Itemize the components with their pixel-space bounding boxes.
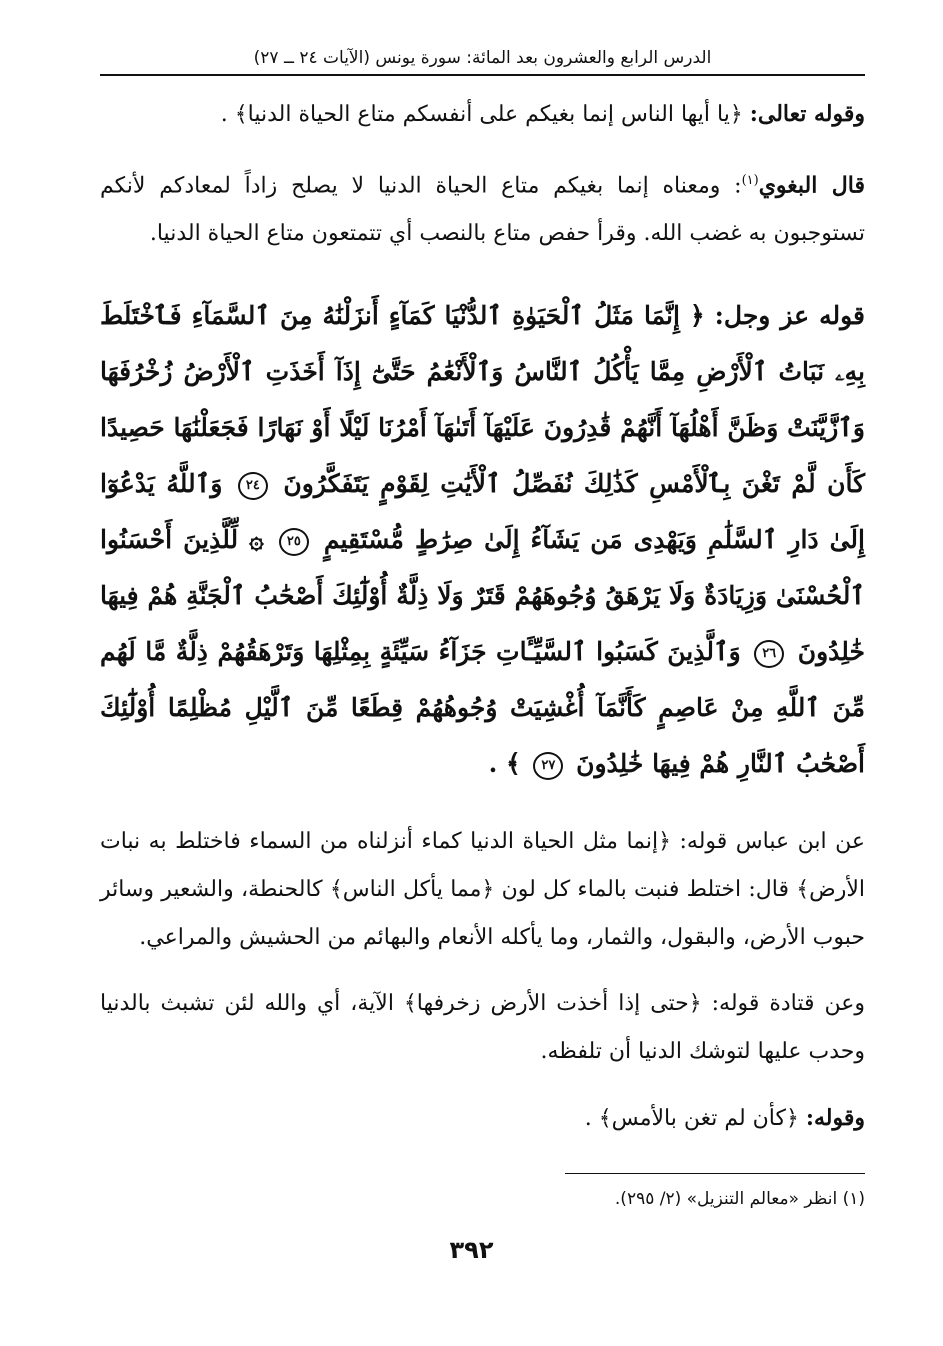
- paragraph-4: وعن قتادة قوله: ﴿حتى إذا أخذت الأرض زخرفها﴾ الآية، أي والله لئن تشبث بالدنيا وحدب عليها لتوشك الدنيا أن تلفظه.: [100, 991, 865, 1065]
- quran-verse-26: ۞ لِّلَّذِينَ أَحْسَنُوا ٱلْحُسْنَىٰ وَزِيَادَةٌ وَلَا يَرْهَقُ وُجُوهَهُمْ قَتَرٌ وَلَا ذِلَّةٌ أُوْلَٰٓئِكَ أَصْحَٰبُ ٱلْجَنَّةِ هُمْ فِيهَا خَٰلِدُونَ: [100, 525, 865, 667]
- paragraph-5-lead: وقوله:: [805, 1105, 865, 1132]
- footnote-divider: [565, 1173, 865, 1174]
- paragraph-3: عن ابن عباس قوله: ﴿إنما مثل الحياة الدنيا كماء أنزلناه من السماء فاختلط به نبات الأرض﴾ قال: اختلط فنبت بالماء كل لون ﴿مما يأكل الناس﴾ كالحنطة، والشعير وسائر حبوب الأرض، والبقول، والثمار، وما يأكله الأنعام والبهائم من الحشيش والمراعي.: [100, 829, 865, 951]
- paragraph-2-lead: قال البغوي: [758, 172, 865, 199]
- footnote: (١) انظر «معالم التنزيل» (٢/ ٢٩٥).: [614, 1189, 865, 1210]
- quran-passage: [100, 288, 865, 792]
- page-body: [100, 48, 865, 1214]
- paragraph-5-text: ﴿كأن لم تغن بالأمس﴾ .: [584, 1106, 806, 1132]
- paragraph-1: [100, 90, 865, 139]
- footnote-reference: (١): [741, 173, 759, 188]
- paragraph-2: [100, 157, 865, 258]
- ayah-number-26: ٢٦: [754, 640, 784, 668]
- paragraph-2-text: : ومعناه إنما بغيكم متاع الحياة الدنيا لا يصلح زاداً لمعادكم لأنكم تستوجبون به غضب الله. وقرأ حفص متاع بالنصب أي تتمتعون متاع الحياة الدنيا.: [100, 173, 865, 247]
- ayah-number-25: ٢٥: [279, 528, 309, 556]
- quran-lead: قوله عز وجل:: [714, 301, 865, 331]
- running-header: الدرس الرابع والعشرون بعد المائة: سورة يونس (الآيات ٢٤ ــ ٢٧): [100, 48, 865, 76]
- page-number: ٣٩٢: [449, 1236, 494, 1264]
- quran-verse-27: وَٱلَّذِينَ كَسَبُوا ٱلسَّيِّـَٔاتِ جَزَآءُ سَيِّئَةٍ بِمِثْلِهَا وَتَرْهَقُهُمْ ذِلَّةٌ مَّا لَهُم مِّنَ ٱللَّهِ مِنْ عَاصِمٍ كَأَنَّمَآ أُغْشِيَتْ وُجُوهُهُمْ قِطَعًا مِّنَ ٱلَّيْلِ مُظْلِمًا أُوْلَٰٓئِكَ أَصْحَٰبُ ٱلنَّارِ هُمْ فِيهَا خَٰلِدُونَ: [100, 637, 865, 779]
- ayah-number-24: ٢٤: [238, 472, 268, 500]
- paragraph-1-lead: وقوله تعالى:: [749, 101, 865, 127]
- paragraph-1-text: ﴿يا أيها الناس إنما بغيكم على أنفسكم متاع الحياة الدنيا﴾ .: [220, 102, 750, 127]
- quran-verse-25: وَٱللَّهُ يَدْعُوٓا إِلَىٰ دَارِ ٱلسَّلَٰمِ وَيَهْدِى مَن يَشَآءُ إِلَىٰ صِرَٰطٍ مُّسْتَقِيمٍ: [100, 469, 865, 555]
- paragraph-5: [100, 1094, 865, 1143]
- quran-close: ﴾ .: [488, 749, 530, 779]
- quran-verse-24: ﴿ إِنَّمَا مَثَلُ ٱلْحَيَوٰةِ ٱلدُّنْيَا كَمَآءٍ أَنزَلْنَٰهُ مِنَ ٱلسَّمَآءِ فَٱخْتَلَطَ بِهِۦ نَبَاتُ ٱلْأَرْضِ مِمَّا يَأْكُلُ ٱلنَّاسُ وَٱلْأَنْعَٰمُ حَتَّىٰٓ إِذَآ أَخَذَتِ ٱلْأَرْضُ زُخْرُفَهَا وَٱزَّيَّنَتْ وَظَنَّ أَهْلُهَآ أَنَّهُمْ قَٰدِرُونَ عَلَيْهَآ أَتَىٰهَآ أَمْرُنَا لَيْلًا أَوْ نَهَارًا فَجَعَلْنَٰهَا حَصِيدًا كَأَن لَّمْ تَغْنَ بِٱلْأَمْسِ كَذَٰلِكَ نُفَصِّلُ ٱلْأَيَٰتِ لِقَوْمٍ يَتَفَكَّرُونَ: [100, 301, 865, 499]
- ayah-number-27: ٢٧: [533, 752, 563, 780]
